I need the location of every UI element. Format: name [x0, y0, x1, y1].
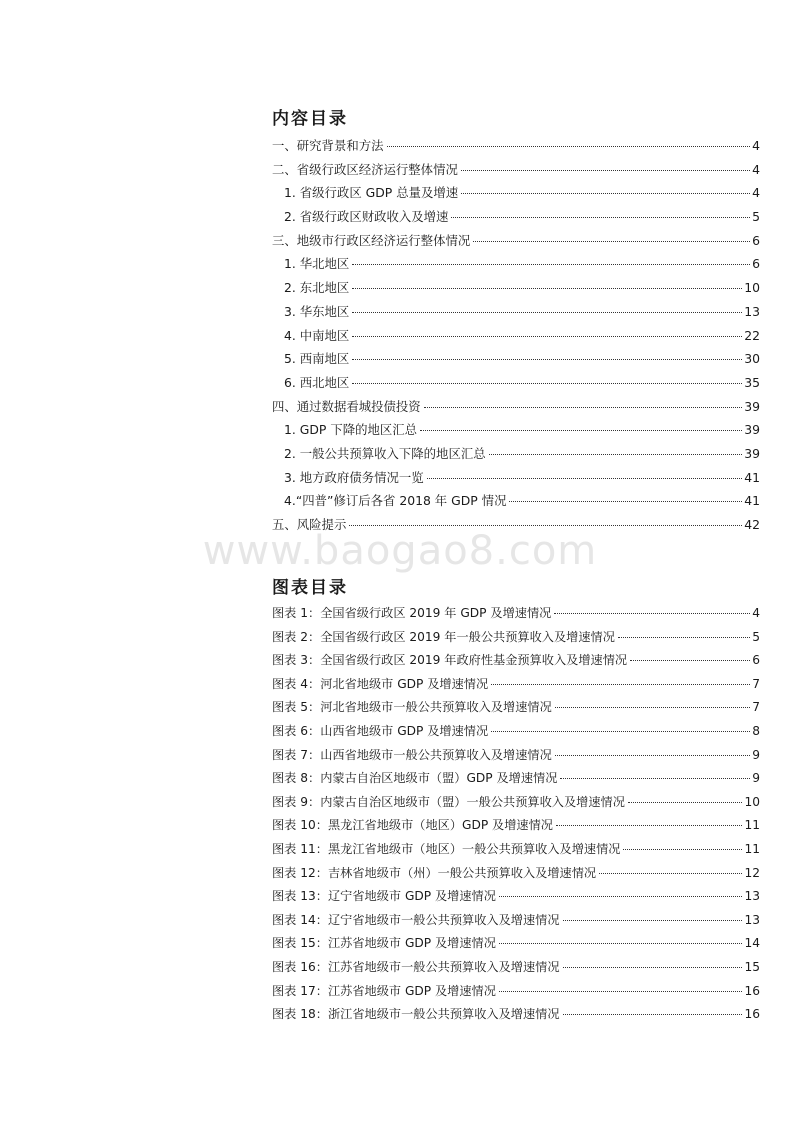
toc-entry-page-number: 39 [744, 398, 760, 414]
figure-entry-label: 图表 2：全国省级行政区 2019 年一般公共预算收入及增速情况 [272, 629, 615, 644]
toc-entry-page-number: 39 [744, 445, 760, 461]
toc-entry-page-number: 10 [744, 280, 760, 296]
toc-entry[interactable] [272, 207, 760, 231]
figure-entry-page-number: 13 [744, 912, 760, 927]
figure-entry-page-number: 14 [744, 936, 760, 951]
toc-entry-page-number: 13 [744, 303, 760, 319]
figure-entry-page-number: 13 [744, 889, 760, 904]
figure-entry[interactable] [272, 887, 760, 911]
dot-leader [628, 802, 743, 803]
figure-entry[interactable] [272, 628, 760, 652]
toc-entry-label: 1. 省级行政区 GDP 总量及增速 [284, 185, 459, 201]
toc-entry-page-number: 42 [744, 517, 760, 532]
figure-entry[interactable] [272, 604, 760, 628]
dot-leader [427, 478, 743, 479]
toc-entry[interactable] [272, 278, 760, 302]
dot-leader [387, 146, 751, 147]
figure-entry-label: 图表 13：辽宁省地级市 GDP 及增速情况 [272, 889, 496, 904]
figures-title: 图表目录 [272, 578, 348, 598]
toc-entry-label: 三、地级市行政区经济运行整体情况 [272, 232, 471, 248]
figure-entry-label: 图表 14：辽宁省地级市一般公共预算收入及增速情况 [272, 912, 560, 927]
figure-entry-page-number: 11 [744, 818, 760, 833]
toc-entry-label: 2. 东北地区 [284, 280, 350, 296]
toc-entry[interactable] [272, 136, 760, 160]
figure-entry-page-number: 8 [752, 723, 760, 738]
figure-entry-page-number: 6 [752, 653, 760, 668]
figure-entry-label: 图表 16：江苏省地级市一般公共预算收入及增速情况 [272, 959, 560, 974]
figure-entry-label: 图表 1：全国省级行政区 2019 年 GDP 及增速情况 [272, 606, 552, 620]
dot-leader [599, 873, 742, 874]
dot-leader [491, 684, 750, 685]
figure-entry-page-number: 5 [752, 629, 760, 644]
dot-leader [555, 707, 750, 708]
figure-entry[interactable] [272, 840, 760, 864]
figure-entry-label: 图表 5：河北省地级市一般公共预算收入及增速情况 [272, 700, 552, 715]
toc-entry-page-number: 39 [744, 422, 760, 438]
figure-entry-label: 图表 3：全国省级行政区 2019 年政府性基金预算收入及增速情况 [272, 653, 628, 668]
figure-entry[interactable] [272, 982, 760, 1006]
contents-title: 内容目录 [272, 109, 348, 129]
figure-entry-page-number: 4 [752, 606, 760, 620]
figure-entry-label: 图表 15：江苏省地级市 GDP 及增速情况 [272, 936, 496, 951]
figure-entry[interactable] [272, 958, 760, 982]
toc-entry-label: 2. 省级行政区财政收入及增速 [284, 209, 449, 225]
toc-entry[interactable] [272, 491, 760, 515]
toc-entry[interactable] [272, 183, 760, 207]
toc-entry-label: 1. 华北地区 [284, 256, 350, 272]
figure-entry[interactable] [272, 722, 760, 746]
figure-entry-page-number: 12 [744, 865, 760, 880]
toc-entry-label: 1. GDP 下降的地区汇总 [284, 422, 418, 438]
figure-entry-label: 图表 4：河北省地级市 GDP 及增速情况 [272, 676, 489, 691]
toc-entry-label: 6. 西北地区 [284, 374, 350, 390]
dot-leader [499, 991, 743, 992]
figure-entry[interactable] [272, 769, 760, 793]
toc-entry-label: 4. 中南地区 [284, 327, 350, 343]
dot-leader [618, 637, 750, 638]
dot-leader [461, 170, 750, 171]
dot-leader [352, 264, 750, 265]
dot-leader [352, 383, 742, 384]
figure-entry-label: 图表 12：吉林省地级市（州）一般公共预算收入及增速情况 [272, 865, 597, 880]
toc-entry-page-number: 6 [752, 232, 760, 248]
figure-entry-page-number: 15 [744, 959, 760, 974]
dot-leader [556, 825, 742, 826]
dot-leader [451, 217, 750, 218]
toc-entry-page-number: 41 [744, 469, 760, 485]
dot-leader [630, 660, 750, 661]
toc-entry-label: 3. 华东地区 [284, 303, 350, 319]
dot-leader [461, 193, 750, 194]
dot-leader [554, 613, 750, 614]
figure-entry[interactable] [272, 675, 760, 699]
dot-leader [563, 920, 743, 921]
toc-entry[interactable] [272, 468, 760, 492]
dot-leader [352, 312, 742, 313]
figure-entry[interactable] [272, 651, 760, 675]
toc-entry[interactable] [272, 326, 760, 350]
dot-leader [499, 943, 743, 944]
figure-entry[interactable] [272, 793, 760, 817]
toc-entry-label: 二、省级行政区经济运行整体情况 [272, 161, 458, 177]
dot-leader [424, 407, 743, 408]
toc-entry-label: 五、风险提示 [272, 517, 347, 532]
dot-leader [623, 849, 742, 850]
figure-entry-page-number: 16 [744, 983, 760, 998]
toc-entry[interactable] [272, 302, 760, 326]
figure-entry-label: 图表 17：江苏省地级市 GDP 及增速情况 [272, 983, 496, 998]
figure-entry[interactable] [272, 698, 760, 722]
toc-entry-label: 3. 地方政府债务情况一览 [284, 469, 424, 485]
figure-entry-page-number: 7 [752, 676, 760, 691]
toc-entry[interactable] [272, 397, 760, 421]
figures-list [272, 604, 760, 1029]
toc-entry-page-number: 35 [744, 374, 760, 390]
contents-list [272, 136, 760, 539]
toc-entry[interactable] [272, 160, 760, 184]
figure-entry-page-number: 9 [752, 747, 760, 762]
figure-entry-label: 图表 8：内蒙古自治区地级市（盟）GDP 及增速情况 [272, 771, 558, 786]
toc-entry[interactable] [272, 254, 760, 278]
figure-entry[interactable] [272, 911, 760, 935]
figure-entry-label: 图表 7：山西省地级市一般公共预算收入及增速情况 [272, 747, 552, 762]
dot-leader [555, 755, 750, 756]
figure-entry-label: 图表 10：黑龙江省地级市（地区）GDP 及增速情况 [272, 818, 553, 833]
figure-entry-page-number: 16 [744, 1007, 760, 1022]
figure-entry[interactable] [272, 864, 760, 888]
dot-leader [473, 241, 750, 242]
figure-entry[interactable] [272, 1005, 760, 1029]
dot-leader [352, 288, 742, 289]
figure-entry[interactable] [272, 816, 760, 840]
toc-entry[interactable] [272, 349, 760, 373]
toc-entry[interactable] [272, 444, 760, 468]
dot-leader [560, 778, 750, 779]
toc-entry-label: 一、研究背景和方法 [272, 138, 384, 153]
toc-entry[interactable] [272, 231, 760, 255]
toc-entry-page-number: 41 [744, 493, 760, 509]
toc-entry-label: 2. 一般公共预算收入下降的地区汇总 [284, 445, 486, 461]
watermark: www.baogao8.com [202, 528, 598, 574]
toc-entry-page-number: 22 [744, 327, 760, 343]
dot-leader [420, 430, 742, 431]
dot-leader [509, 501, 742, 502]
dot-leader [563, 1014, 743, 1015]
toc-entry[interactable] [272, 420, 760, 444]
figure-entry-label: 图表 9：内蒙古自治区地级市（盟）一般公共预算收入及增速情况 [272, 794, 625, 809]
figure-entry-label: 图表 11：黑龙江省地级市（地区）一般公共预算收入及增速情况 [272, 841, 621, 856]
toc-entry-page-number: 30 [744, 351, 760, 367]
dot-leader [491, 731, 750, 732]
dot-leader [352, 336, 742, 337]
dot-leader [352, 359, 742, 360]
dot-leader [499, 896, 743, 897]
figure-entry[interactable] [272, 934, 760, 958]
toc-entry-page-number: 6 [752, 256, 760, 272]
toc-entry[interactable] [272, 373, 760, 397]
figure-entry-label: 图表 6：山西省地级市 GDP 及增速情况 [272, 723, 489, 738]
dot-leader [563, 967, 743, 968]
toc-entry-label: 四、通过数据看城投债投资 [272, 398, 421, 414]
dot-leader [489, 454, 743, 455]
toc-entry-page-number: 4 [752, 185, 760, 201]
toc-entry-page-number: 5 [752, 209, 760, 225]
dot-leader [349, 525, 742, 526]
figure-entry-page-number: 9 [752, 771, 760, 786]
figure-entry-page-number: 10 [744, 794, 760, 809]
toc-entry-label: 4.“四普”修订后各省 2018 年 GDP 情况 [284, 493, 507, 509]
figure-entry-page-number: 11 [744, 841, 760, 856]
figure-entry-page-number: 7 [752, 700, 760, 715]
toc-entry-page-number: 4 [752, 138, 760, 153]
toc-entry-page-number: 4 [752, 161, 760, 177]
figure-entry-label: 图表 18：浙江省地级市一般公共预算收入及增速情况 [272, 1007, 560, 1022]
figure-entry[interactable] [272, 746, 760, 770]
toc-entry-label: 5. 西南地区 [284, 351, 350, 367]
